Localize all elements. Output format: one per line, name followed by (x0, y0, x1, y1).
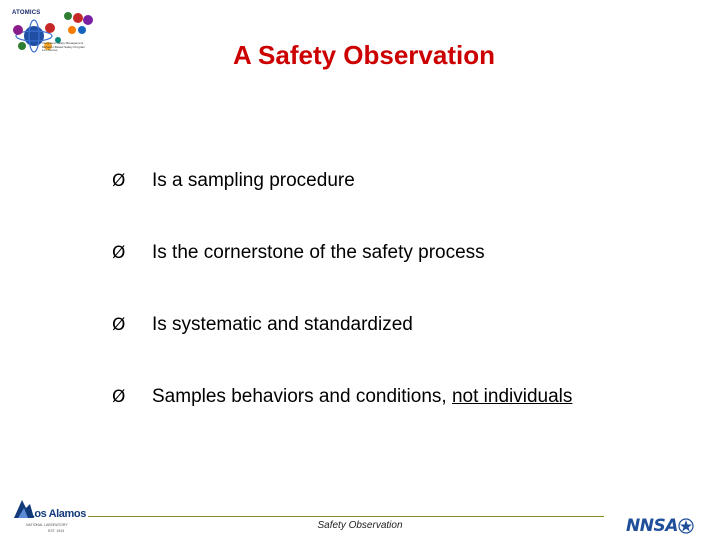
lanl-subtitle: NATIONAL LABORATORY (26, 523, 68, 527)
footer-label: Safety Observation (317, 520, 403, 531)
nnsa-wordmark: NNSA (626, 516, 678, 536)
bullet-item (112, 310, 413, 340)
atomics-wordmark: ATOMICS (12, 10, 41, 16)
bullet-item (112, 382, 572, 412)
arrow-bullet-icon: Ø (112, 171, 126, 191)
bullet-item (112, 238, 485, 268)
atomics-caption-line: Integrated Safety Management (42, 41, 84, 45)
bullet-text-underlined: not individuals (451, 386, 573, 407)
bullet-text: Is the cornerstone of the safety process (152, 242, 485, 263)
footer-rule (88, 516, 604, 517)
bullet-text: Is a sampling procedure (152, 170, 355, 191)
arrow-bullet-icon: Ø (112, 243, 126, 263)
bullet-text (152, 386, 572, 408)
arrow-bullet-icon: Ø (112, 315, 126, 335)
atomics-caption-line: Behavior-Based Safety Program (42, 44, 86, 49)
bullet-item (112, 166, 355, 196)
atomics-caption-line: Los Alamos (42, 48, 58, 53)
los-alamos-logo-icon (12, 494, 88, 536)
nnsa-star-graphic (678, 518, 694, 534)
slide-title: A Safety Observation (232, 40, 495, 70)
arrow-bullet-icon: Ø (112, 387, 126, 407)
bullet-text: Is systematic and standardized (152, 314, 413, 335)
bullet-text-plain: Samples behaviors and conditions, (152, 386, 452, 407)
nnsa-logo-icon (626, 516, 694, 536)
lanl-subtitle-2: EST. 1943 (48, 529, 65, 533)
lanl-wordmark: Los Alamos (28, 508, 86, 520)
